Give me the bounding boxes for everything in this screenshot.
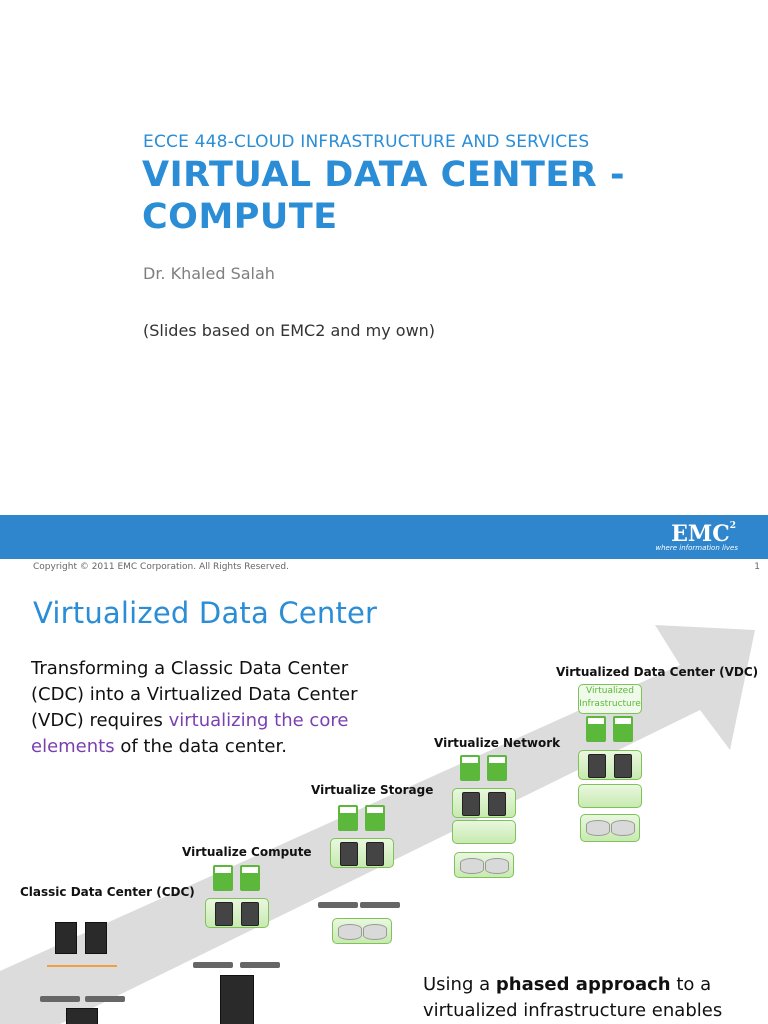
compute-switch-1	[193, 962, 233, 968]
slides-note: (Slides based on EMC2 and my own)	[143, 321, 436, 340]
progress-arrow	[0, 580, 768, 1024]
storage-switch-2	[360, 902, 400, 908]
cdc-switch-1	[40, 996, 80, 1002]
vdc-virtual-switch	[578, 784, 642, 808]
phased-text-1: Using a	[423, 974, 496, 995]
cdc-server-2	[85, 922, 107, 954]
cdc-storage	[66, 1008, 98, 1024]
cdc-network-link	[47, 965, 117, 967]
network-host-server-1	[462, 792, 480, 816]
intro-highlight: virtualizing the core elements	[31, 710, 349, 757]
network-disk-2	[485, 858, 509, 874]
vdc-host-server-1	[588, 754, 606, 778]
stage-label-vdc: Virtualized Data Center (VDC)	[556, 665, 759, 679]
page-number: 1	[754, 562, 760, 572]
phased-text-2: to a virtualized infrastructure enables	[423, 974, 723, 1021]
compute-host-server-1	[215, 902, 233, 926]
cdc-server-1	[55, 922, 77, 954]
intro-text-1: Transforming a Classic Data Center (CDC) into a Virtualized Data Center (VDC) requires	[31, 658, 358, 731]
emc-logo-sup: 2	[729, 521, 736, 531]
copyright-text: Copyright © 2011 EMC Corporation. All Rights Reserved.	[33, 562, 289, 572]
stage-label-cdc: Classic Data Center (CDC)	[20, 885, 195, 899]
footer-band	[0, 515, 768, 559]
stage-label-network: Virtualize Network	[434, 736, 561, 750]
stage-label-compute: Virtualize Compute	[182, 845, 312, 859]
vdc-disk-2	[611, 820, 635, 836]
course-subtitle: ECCE 448-CLOUD INFRASTRUCTURE AND SERVICES	[143, 132, 590, 152]
vdc-app-os-1	[586, 716, 606, 742]
compute-storage	[220, 975, 254, 1024]
compute-app-os-1	[213, 865, 233, 891]
storage-app-os-2	[365, 805, 385, 831]
intro-paragraph	[31, 656, 361, 760]
stage-label-storage: Virtualize Storage	[311, 783, 434, 797]
slide-title-line-2: COMPUTE	[142, 197, 338, 237]
network-app-os-1	[460, 755, 480, 781]
network-app-os-2	[487, 755, 507, 781]
storage-app-os-1	[338, 805, 358, 831]
network-host-server-2	[488, 792, 506, 816]
slide-title-line-1: VIRTUAL DATA CENTER -	[142, 155, 625, 195]
network-virtual-switch	[452, 820, 516, 844]
phased-paragraph	[423, 972, 753, 1024]
storage-disk-2	[363, 924, 387, 940]
emc-tagline: where information lives	[655, 544, 738, 552]
vdc-disk-1	[586, 820, 610, 836]
vdc-host-server-2	[614, 754, 632, 778]
content-slide	[0, 580, 768, 1024]
compute-switch-2	[240, 962, 280, 968]
compute-host-server-2	[241, 902, 259, 926]
cdc-switch-2	[85, 996, 125, 1002]
storage-host-server-2	[366, 842, 384, 866]
emc-logo-text: EMC	[671, 521, 730, 547]
storage-disk-1	[338, 924, 362, 940]
author-name: Dr. Khaled Salah	[143, 264, 275, 283]
vdc-app-os-2	[613, 716, 633, 742]
network-disk-1	[460, 858, 484, 874]
compute-app-os-2	[240, 865, 260, 891]
storage-host-server-1	[340, 842, 358, 866]
virtualized-infrastructure-box: Virtualized Infrastructure	[578, 684, 642, 714]
intro-text-2: of the data center.	[114, 736, 287, 757]
slide-title	[142, 154, 625, 238]
phased-bold: phased approach	[495, 974, 671, 995]
slide-title: Virtualized Data Center	[33, 596, 378, 630]
storage-switch-1	[318, 902, 358, 908]
